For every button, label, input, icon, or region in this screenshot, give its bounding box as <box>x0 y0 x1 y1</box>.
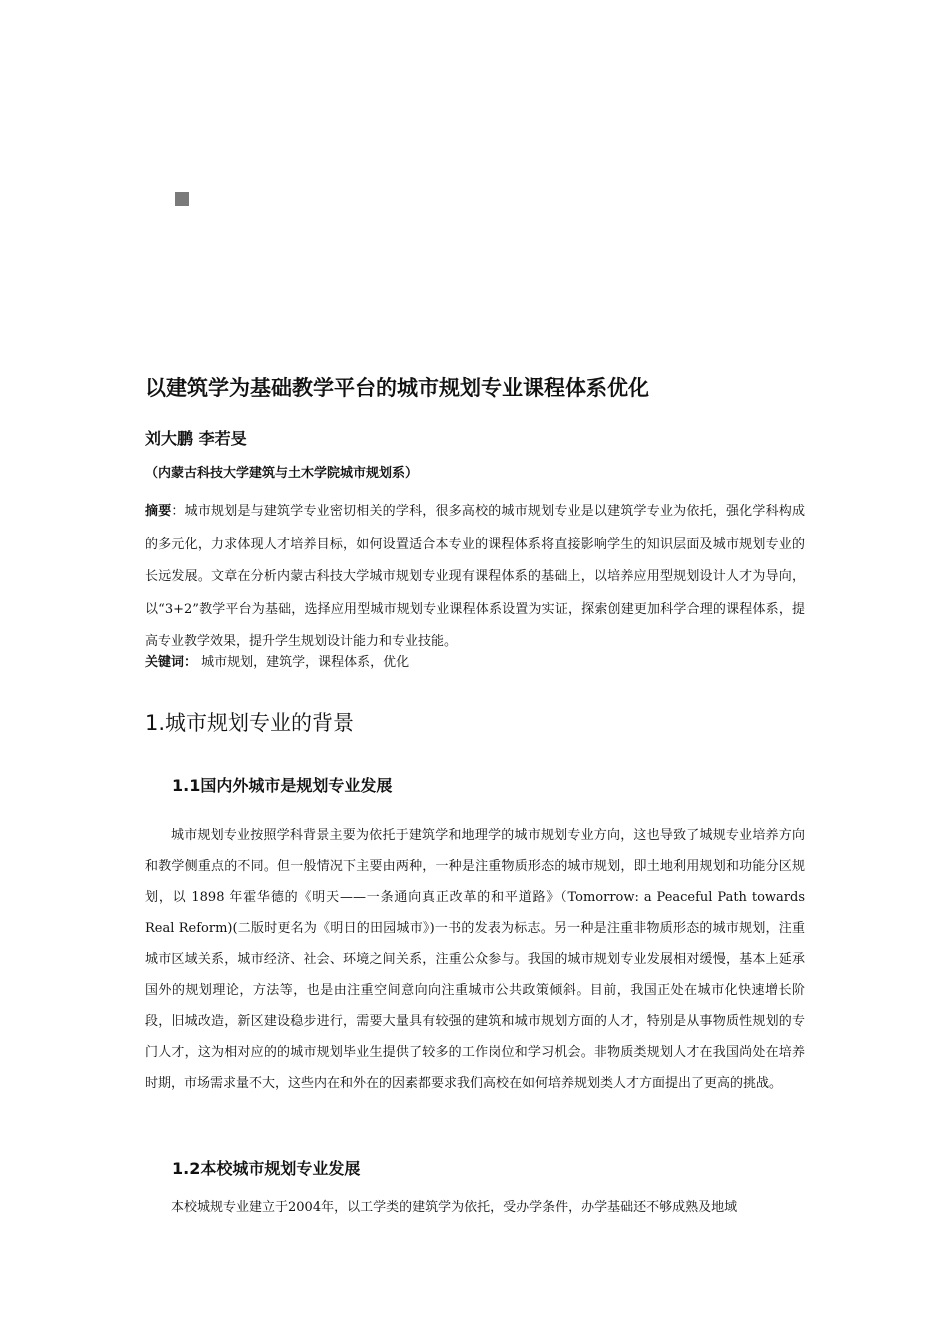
square-bullet-icon <box>175 192 189 206</box>
body-paragraph-1-1: 城市规划专业按照学科背景主要为依托于建筑学和地理学的城市规划专业方向，这也导致了城规专业培养方向和教学侧重点的不同。但一般情况下主要由两种，一种是注重物质形态的城市规划，即土地利用规划和功能分区规划，以 1898 年霍华德的《明天——一条通向真正改革的和平道路》（Tomorrow: a Peaceful Path towards Real Reform)(二版时更名为《明日的田园城市》)一书的发表为标志。另一种是注重非物质形态的城市规划，注重城市区域关系，城市经济、社会、环境之间关系，注重公众参与。我国的城市规划专业发展相对缓慢，基本上延承国外的规划理论，方法等，也是由注重空间意向向注重城市公共政策倾斜。目前，我国正处在城市化快速增长阶段，旧城改造，新区建设稳步进行，需要大量具有较强的建筑和城市规划方面的人才，特别是从事物质性规划的专门人才，这为相对应的的城市规划毕业生提供了较多的工作岗位和学习机会。非物质类规划人才在我国尚处在培养时期，市场需求量不大，这些内在和外在的因素都要求我们高校在如何培养规划类人才方面提出了更高的挑战。 <box>145 828 805 1091</box>
affiliation: （内蒙古科技大学建筑与土木学院城市规划系） <box>145 466 419 481</box>
body-paragraph-1-2: 本校城规专业建立于2004年，以工学类的建筑学为依托，受办学条件，办学基础还不够成熟及地域 <box>171 1200 738 1215</box>
abstract-text: ：城市规划是与建筑学专业密切相关的学科，很多高校的城市规划专业是以建筑学专业为依托，强化学科构成的多元化，力求体现人才培养目标，如何设置适合本专业的课程体系将直接影响学生的知识层面及城市规划专业的长远发展。文章在分析内蒙古科技大学城市规划专业现有课程体系的基础上，以培养应用型规划设计人才为导向，以“3+2”教学平台为基础，选择应用型城市规划专业课程体系设置为实证，探索创建更加科学合理的课程体系，提高专业教学效果，提升学生规划设计能力和专业技能。 <box>145 504 805 649</box>
abstract-label: 摘要 <box>145 504 172 519</box>
paper-title: 以建筑学为基础教学平台的城市规划专业课程体系优化 <box>145 376 649 400</box>
keywords <box>145 652 805 674</box>
keywords-label: 关键词： <box>145 655 198 670</box>
authors: 刘大鹏 李若旻 <box>145 429 247 448</box>
keywords-text: 城市规划，建筑学，课程体系，优化 <box>197 655 410 670</box>
subsection-heading-1-1: 1.1国内外城市是规划专业发展 <box>172 776 393 795</box>
section-heading-1: 1.城市规划专业的背景 <box>145 711 355 735</box>
subsection-heading-1-2: 1.2本校城市规划专业发展 <box>172 1159 361 1178</box>
abstract <box>145 496 805 659</box>
